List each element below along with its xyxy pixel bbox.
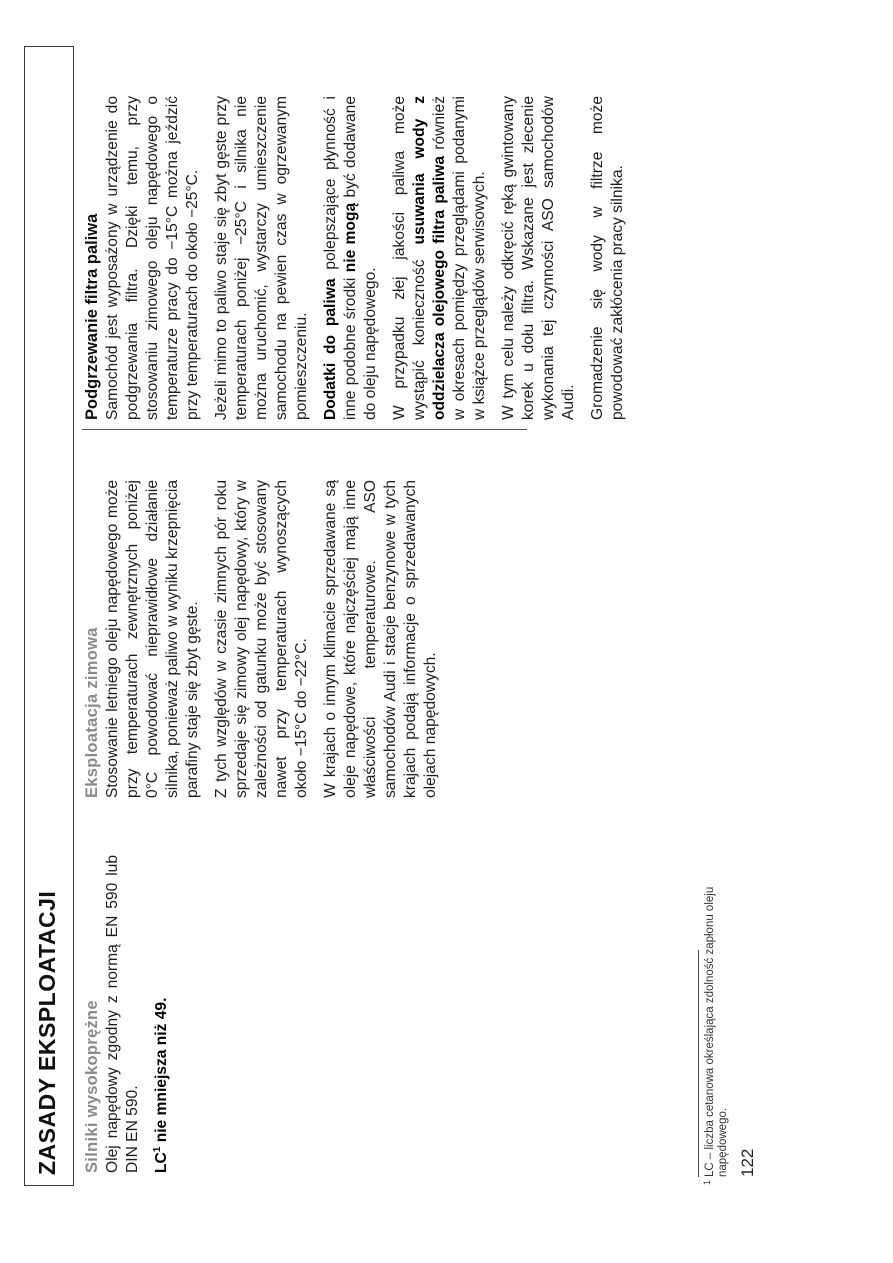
paragraph-fuel-standard: Olej napędowy zgodny z normą EN 590 lub DIN EN 590. [104,855,141,1173]
column-divider [82,429,527,430]
text-additives-1: polepszające płynność i inne podobne środki [322,96,359,420]
paragraph-too-thick: Jeżeli mimo to paliwo staje się zbyt gęste przy temperaturach poniżej −25°C i silnika nie można uruchomić, wystarczy umieszczenie samochodu na pewien czas w ogrzewanym pomieszczeniu. [213,96,310,420]
paragraph-other-climates: W krajach o innym klimacie sprzedawane są oleje napędowe, które najczęściej mają inne właściwości temperaturowe. ASO samochodów Audi i stacje benzynowe w tych krajach podają informacje o sprzedawanych olejach napędowych. [322,480,439,798]
bold-must-not: nie mogą [342,202,359,273]
heading-diesel-engines: Silniki wysokoprężne [83,1000,101,1173]
paragraph-summer-diesel: Stosowanie letniego oleju napędowego może przy temperaturach zewnętrznych poniżej 0°C powodować nieprawidłowe działanie silnika, ponieważ paliwo w wyniku krzepnięcia parafiny staje się zbyt gęste. [104,480,201,798]
text-water-1: W przypadku złej jakości paliwa może wystąpić konieczność [391,96,428,420]
paragraph-water-removal [390,96,490,420]
lc-label: LC [153,1152,170,1173]
text-water-2: również w okresach pomiędzy przeglądami podanymi w książce przeglądów serwisowych. [431,96,488,420]
footnote-mark: 1 [702,1179,712,1185]
paragraph-filter-heater: Samochód jest wyposażony w urządzenie do podgrzewania filtra. Dzięki temu, przy stosowaniu zimowego oleju napędowego o temperaturze pracy do −15°C można jeździć przy temperaturach do około −25°C. [104,96,201,420]
column-diesel-engines [82,855,181,1173]
footnote-divider [698,950,699,1177]
page-number: 122 [738,1148,757,1177]
paragraph-drain-plug: W tym celu należy odkręcić ręką gwintowany korek u dołu filtra. Wskazane jest zlecenie wykonania tej czynności ASO samochodów Audi. [500,96,577,420]
footnote-text: LC – liczba cetanowa określająca zdolność zapłonu oleju napędowego. [704,886,729,1177]
paragraph-water-warning: Gromadzenie się wody w filtrze może powodować zakłócenia pracy silnika. [589,96,626,420]
heading-filter-heating: Podgrzewanie filtra paliwa [83,213,101,420]
lc-requirement: nie mniejsza niż 49. [153,997,170,1147]
bold-water-separator: usuwania wody z oddzielacza olejowego filtra paliwa [411,96,448,420]
column-winter-operation [82,480,450,798]
section-title: ZASADY EKSPLOATACJI [34,890,60,1175]
bold-fuel-additives: Dodatki do paliwa [322,278,339,420]
heading-winter-operation: Eksploatacja zimowa [83,627,101,798]
column-filter-heating [82,96,637,420]
footnote-ref: 1 [151,1146,163,1153]
paragraph-fuel-additives [321,96,381,420]
paragraph-winter-diesel: Z tych względów w czasie zimnych pór roku sprzedaje się zimowy olej napędowy, który w zależności od gatunku może być stosowany nawet przy temperaturach wynoszących około −15°C do −22°C. [213,480,310,798]
paragraph-cetane-requirement [152,855,172,1173]
text-additives-2: być dodawane do oleju napędowego. [342,95,379,420]
